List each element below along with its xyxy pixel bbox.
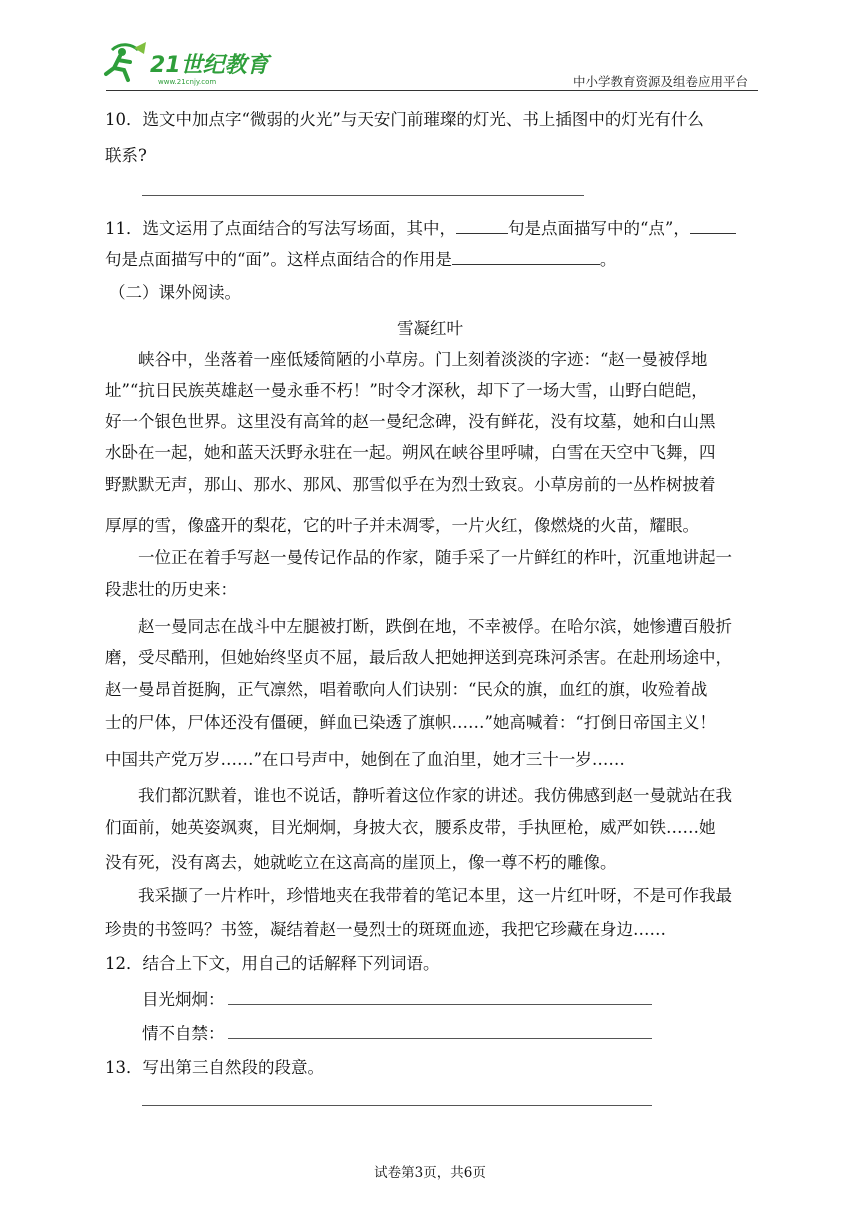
runner-logo-icon <box>98 40 278 90</box>
q12-answer-line-1[interactable] <box>228 1004 652 1005</box>
article-line: 段悲壮的历史来： <box>105 580 237 599</box>
section-heading: （二）课外阅读。 <box>109 283 241 302</box>
q11-text-b: 句是点面描写中的“点”， <box>508 219 690 238</box>
q12-prompt: 12．结合上下文，用自己的话解释下列词语。 <box>105 954 440 973</box>
article-line: 一位正在着手写赵一曼传记作品的作家，随手采了一片鲜红的柞叶，沉重地讲起一 <box>138 548 732 567</box>
article-line: 中国共产党万岁……”在口号声中，她倒在了血泊里，她才三十一岁…… <box>105 750 625 769</box>
q10-line1: 10．选文中加点字“微弱的火光”与天安门前璀璨的灯光、书上插图中的灯光有什么 <box>105 110 704 129</box>
article-line: 我采撷了一片柞叶，珍惜地夹在我带着的笔记本里，这一片红叶呀，不是可作我最 <box>138 886 732 905</box>
platform-name: 中小学教育资源及组卷应用平台 <box>572 74 748 89</box>
q13-prompt: 13．写出第三自然段的段意。 <box>105 1058 324 1077</box>
q11-text-c: 句是点面描写中的“面”。这样点面结合的作用是 <box>105 250 452 269</box>
article-line: 野默默无声，那山、那水、那风、那雪似乎在为烈士致哀。小草房前的一丛柞树披着 <box>105 475 716 494</box>
q11-blank-face[interactable] <box>690 219 736 234</box>
q10-answer-line <box>142 195 584 196</box>
article-line: 珍贵的书签吗？书签，凝结着赵一曼烈士的斑斑血迹，我把它珍藏在身边…… <box>105 920 666 939</box>
q11-line1 <box>105 219 736 239</box>
logo-text: 21世纪教育 <box>150 53 269 78</box>
article-line: 厚厚的雪，像盛开的梨花，它的叶子并未凋零，一片火红，像燃烧的火苗，耀眼。 <box>105 516 699 535</box>
q11-blank-effect[interactable] <box>452 250 600 265</box>
article-title: 雪凝红叶 <box>397 319 463 338</box>
q11-text-a: 11．选文运用了点面结合的写法写场面，其中， <box>105 219 456 238</box>
site-logo <box>98 40 278 90</box>
q12-answer-line-2[interactable] <box>228 1038 652 1039</box>
article-line: 好一个银色世界。这里没有高耸的赵一曼纪念碑，没有鲜花，没有坟墓，她和白山黑 <box>105 412 716 431</box>
article-line: 水卧在一起，她和蓝天沃野永驻在一起。朔风在峡谷里呼啸，白雪在天空中飞舞，四 <box>105 443 716 462</box>
article-line: 磨，受尽酷刑，但她始终坚贞不屈，最后敌人把她押送到亮珠河杀害。在赴刑场途中， <box>105 648 732 667</box>
q12-term2: 情不自禁： <box>142 1024 225 1043</box>
q11-blank-point[interactable] <box>456 219 508 234</box>
article-line: 没有死，没有离去，她就屹立在这高高的崖顶上，像一尊不朽的雕像。 <box>105 853 617 872</box>
article-line: 我们都沉默着，谁也不说话，静听着这位作家的讲述。我仿佛感到赵一曼就站在我 <box>138 786 732 805</box>
q13-answer-line[interactable] <box>142 1105 652 1106</box>
q11-line2 <box>105 250 616 270</box>
logo-url: www.21cnjy.com <box>158 78 217 86</box>
q11-text-d: 。 <box>599 250 617 269</box>
header-rule <box>106 90 758 91</box>
article-line: 址”“抗日民族英雄赵一曼永垂不朽！”时令才深秋，却下了一场大雪，山野白皑皑， <box>105 381 708 400</box>
article-line: 赵一曼同志在战斗中左腿被打断，跌倒在地，不幸被俘。在哈尔滨，她惨遭百般折 <box>138 617 732 636</box>
q12-term1: 目光炯炯： <box>142 990 225 1009</box>
q10-line2: 联系? <box>105 146 147 165</box>
page-footer: 试卷第3页，共6页 <box>374 1165 486 1181</box>
article-line: 峡谷中，坐落着一座低矮简陋的小草房。门上刻着淡淡的字迹：“赵一曼被俘地 <box>138 350 708 369</box>
article-line: 们面前，她英姿飒爽，目光炯炯，身披大衣，腰系皮带，手执匣枪，威严如铁……她 <box>105 818 716 837</box>
article-line: 士的尸体，尸体还没有僵硬，鲜血已染透了旗帜……”她高喊着：“打倒日帝国主义！ <box>105 713 716 732</box>
article-line: 赵一曼昂首挺胸，正气凛然，唱着歌向人们诀别：“民众的旗，血红的旗，收殓着战 <box>105 680 708 699</box>
